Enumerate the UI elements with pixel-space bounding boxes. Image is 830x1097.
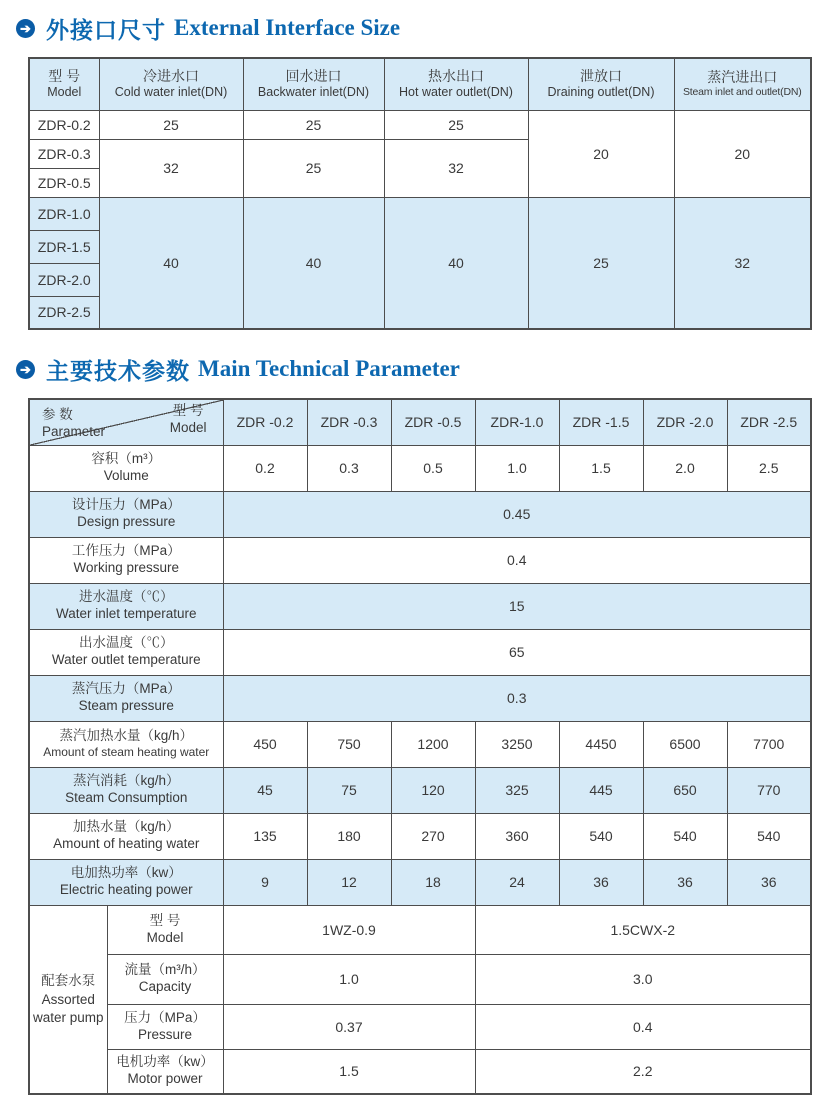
- value-cell: 9: [223, 859, 307, 905]
- parameter-label-water-inlet-temperature: [29, 583, 223, 629]
- technical-parameter-table: [28, 398, 812, 1095]
- value-cell: 32: [674, 197, 811, 329]
- value-cell: 25: [243, 139, 384, 197]
- column-header-hot-water-outlet: [384, 58, 528, 110]
- section2-title-en: Main Technical Parameter: [198, 356, 460, 381]
- header-en: Model: [47, 85, 82, 100]
- column-header-cold-water-inlet: [99, 58, 243, 110]
- param-zh: 进水温度（℃）: [79, 589, 174, 605]
- merged-value-cell: 0.3: [223, 675, 811, 721]
- header-en: Backwater inlet(DN): [257, 85, 370, 100]
- pump-value-cell: 2.2: [475, 1049, 811, 1094]
- value-cell: 12: [307, 859, 391, 905]
- value-cell: 20: [674, 110, 811, 197]
- corner-model-zh: 型 号: [172, 403, 204, 418]
- corner-param-en: Parameter: [42, 423, 106, 439]
- parameter-label-steam-pressure: [29, 675, 223, 721]
- value-cell: 650: [643, 767, 727, 813]
- arrow-bullet-icon: ➔: [16, 360, 35, 379]
- param-zh: 加热水量（kg/h）: [72, 819, 180, 835]
- param-en: Electric heating power: [59, 882, 193, 897]
- parameter-label-water-outlet-temperature: [29, 629, 223, 675]
- value-cell: 2.0: [643, 445, 727, 491]
- value-cell: 25: [99, 110, 243, 139]
- pump-value-cell: 3.0: [475, 954, 811, 1004]
- pump-value-cell: 1.5: [223, 1049, 475, 1094]
- param-zh: 型 号: [149, 912, 181, 928]
- merged-value-cell: 15: [223, 583, 811, 629]
- merged-value-cell: 0.4: [223, 537, 811, 583]
- value-cell: 40: [99, 197, 243, 329]
- value-cell: 25: [384, 110, 528, 139]
- param-en: Amount of heating water: [53, 836, 200, 851]
- value-cell: 32: [384, 139, 528, 197]
- model-column-header: ZDR -0.3: [307, 399, 391, 445]
- param-zh: 电机功率（kw）: [116, 1054, 214, 1070]
- param-zh: 出水温度（℃）: [79, 635, 174, 651]
- pump-value-cell: 1.5CWX-2: [475, 905, 811, 954]
- value-cell: 24: [475, 859, 559, 905]
- column-header-steam-inlet-outlet: [674, 58, 811, 110]
- pump-label-model: [107, 905, 223, 954]
- param-zh: 设计压力（MPa）: [71, 497, 181, 513]
- param-zh: 蒸汽加热水量（kg/h）: [59, 728, 194, 744]
- model-cell: ZDR-2.5: [29, 296, 99, 329]
- pump-label-capacity: [107, 954, 223, 1004]
- param-en: Working pressure: [73, 560, 180, 575]
- value-cell: 1.0: [475, 445, 559, 491]
- value-cell: 7700: [727, 721, 811, 767]
- header-zh: 回水进口: [285, 67, 342, 84]
- param-zh: 蒸汽压力（MPa）: [71, 681, 181, 697]
- value-cell: 540: [559, 813, 643, 859]
- param-en: Steam pressure: [78, 698, 174, 713]
- value-cell: 2.5: [727, 445, 811, 491]
- merged-value-cell: 0.45: [223, 491, 811, 537]
- section-title-technical-parameter: [16, 353, 830, 385]
- model-column-header: ZDR -0.5: [391, 399, 475, 445]
- value-cell: 1.5: [559, 445, 643, 491]
- value-cell: 36: [643, 859, 727, 905]
- model-cell: ZDR-0.5: [29, 168, 99, 197]
- param-zh: 蒸汽消耗（kg/h）: [72, 773, 180, 789]
- pump-group-en: Assorted water pump: [32, 992, 104, 1026]
- arrow-bullet-icon: ➔: [16, 19, 35, 38]
- param-zh: 电加热功率（kw）: [70, 865, 182, 881]
- column-header-backwater-inlet: [243, 58, 384, 110]
- parameter-label-design-pressure: [29, 491, 223, 537]
- value-cell: 25: [243, 110, 384, 139]
- pump-value-cell: 0.4: [475, 1004, 811, 1049]
- value-cell: 75: [307, 767, 391, 813]
- model-cell: ZDR-0.3: [29, 139, 99, 168]
- value-cell: 180: [307, 813, 391, 859]
- value-cell: 450: [223, 721, 307, 767]
- value-cell: 6500: [643, 721, 727, 767]
- value-cell: 360: [475, 813, 559, 859]
- model-column-header: ZDR-1.0: [475, 399, 559, 445]
- param-en: Motor power: [127, 1071, 203, 1087]
- column-header-model: [29, 58, 99, 110]
- param-en: Pressure: [137, 1026, 193, 1042]
- model-column-header: ZDR -2.5: [727, 399, 811, 445]
- corner-diagonal-cell: [29, 399, 223, 445]
- header-zh: 泄放口: [580, 67, 622, 84]
- value-cell: 325: [475, 767, 559, 813]
- value-cell: 36: [559, 859, 643, 905]
- pump-group-cell: [29, 905, 107, 1094]
- pump-value-cell: 0.37: [223, 1004, 475, 1049]
- value-cell: 45: [223, 767, 307, 813]
- value-cell: 750: [307, 721, 391, 767]
- pump-group-zh: 配套水泵: [41, 972, 96, 988]
- value-cell: 3250: [475, 721, 559, 767]
- value-cell: 40: [384, 197, 528, 329]
- value-cell: 1200: [391, 721, 475, 767]
- value-cell: 120: [391, 767, 475, 813]
- value-cell: 540: [643, 813, 727, 859]
- value-cell: 25: [528, 197, 674, 329]
- section-title-external-interface: [16, 12, 830, 44]
- value-cell: 135: [223, 813, 307, 859]
- param-en: Volume: [103, 468, 149, 483]
- model-column-header: ZDR -2.0: [643, 399, 727, 445]
- pump-label-motor-power: [107, 1049, 223, 1094]
- model-column-header: ZDR -1.5: [559, 399, 643, 445]
- pump-value-cell: 1WZ-0.9: [223, 905, 475, 954]
- section1-title-zh: 外接口尺寸: [46, 16, 166, 43]
- param-zh: 流量（m³/h）: [124, 962, 206, 978]
- param-en: Design pressure: [77, 514, 176, 529]
- header-en: Steam inlet and outlet(DN): [682, 86, 802, 99]
- parameter-label-steam-consumption: [29, 767, 223, 813]
- param-en: Capacity: [138, 979, 192, 994]
- parameter-label-steam-heating-water: [29, 721, 223, 767]
- section2-title-zh: 主要技术参数: [46, 357, 190, 384]
- parameter-label-volume: [29, 445, 223, 491]
- value-cell: 540: [727, 813, 811, 859]
- column-header-draining-outlet: [528, 58, 674, 110]
- parameter-label-heating-water: [29, 813, 223, 859]
- header-en: Hot water outlet(DN): [399, 85, 513, 100]
- value-cell: 36: [727, 859, 811, 905]
- value-cell: 20: [528, 110, 674, 197]
- parameter-label-electric-heating-power: [29, 859, 223, 905]
- corner-param-zh: 参 数: [42, 407, 73, 422]
- param-zh: 压力（MPa）: [124, 1009, 206, 1025]
- value-cell: 4450: [559, 721, 643, 767]
- pump-label-pressure: [107, 1004, 223, 1049]
- header-zh: 蒸汽进出口: [707, 68, 778, 85]
- header-en: Cold water inlet(DN): [114, 85, 228, 100]
- param-en: Model: [146, 929, 184, 945]
- value-cell: 0.2: [223, 445, 307, 491]
- value-cell: 32: [99, 139, 243, 197]
- model-cell: ZDR-2.0: [29, 263, 99, 296]
- value-cell: 770: [727, 767, 811, 813]
- value-cell: 40: [243, 197, 384, 329]
- value-cell: 445: [559, 767, 643, 813]
- param-en: Amount of steam heating water: [43, 744, 210, 759]
- corner-model-label: [170, 403, 207, 437]
- merged-value-cell: 65: [223, 629, 811, 675]
- param-en: Water inlet temperature: [55, 606, 197, 621]
- param-zh: 工作压力（MPa）: [71, 543, 181, 559]
- model-column-header: ZDR -0.2: [223, 399, 307, 445]
- external-interface-table: [28, 57, 812, 330]
- model-cell: ZDR-1.5: [29, 230, 99, 263]
- value-cell: 270: [391, 813, 475, 859]
- header-en: Draining outlet(DN): [547, 85, 655, 100]
- corner-model-en: Model: [169, 419, 207, 435]
- header-zh: 型 号: [48, 67, 81, 84]
- value-cell: 0.3: [307, 445, 391, 491]
- param-en: Water outlet temperature: [51, 652, 201, 667]
- model-cell: ZDR-1.0: [29, 197, 99, 230]
- pump-value-cell: 1.0: [223, 954, 475, 1004]
- parameter-label-working-pressure: [29, 537, 223, 583]
- model-cell: ZDR-0.2: [29, 110, 99, 139]
- corner-parameter-label: [42, 407, 105, 441]
- header-zh: 热水出口: [428, 67, 484, 84]
- value-cell: 18: [391, 859, 475, 905]
- header-zh: 冷进水口: [143, 67, 199, 84]
- section1-title-en: External Interface Size: [174, 15, 401, 40]
- value-cell: 0.5: [391, 445, 475, 491]
- param-zh: 容积（m³）: [91, 451, 162, 467]
- param-en: Steam Consumption: [65, 790, 188, 805]
